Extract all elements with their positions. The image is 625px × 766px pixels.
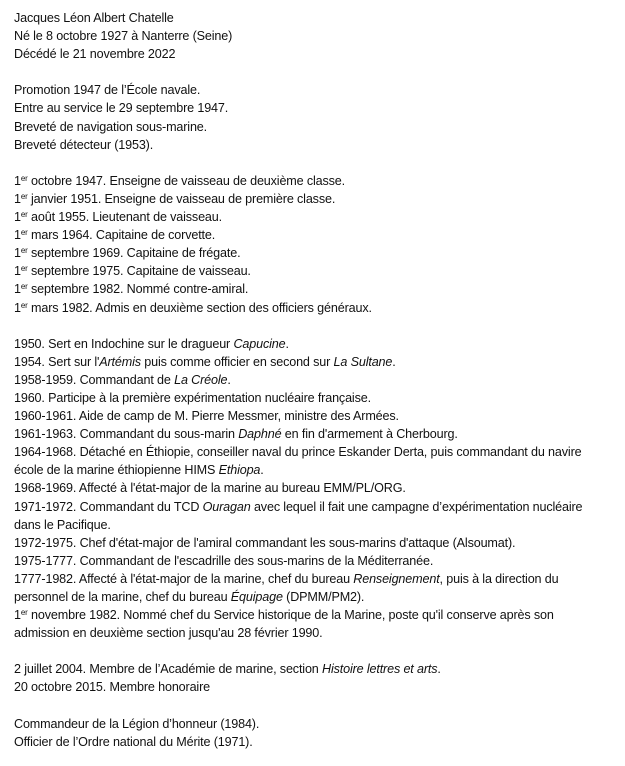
rank-line: 1er mars 1982. Admis en deuxième section des officiers généraux. <box>14 300 372 315</box>
training-line: Entre au service le 29 septembre 1947. <box>14 101 229 116</box>
career-line: 1971-1972. Commandant du TCD Ouragan avec lequel il fait une campagne d’expérimentation nucléaire dans le Pacifique. <box>14 499 583 532</box>
career-line: 1960-1961. Aide de camp de M. Pierre Messmer, ministre des Armées. <box>14 409 399 424</box>
spacer <box>14 154 619 172</box>
career-line: 1950. Sert en Indochine sur le dragueur Capucine. <box>14 336 289 351</box>
spacer <box>14 697 619 715</box>
rank-line: 1er septembre 1969. Capitaine de frégate. <box>14 246 241 261</box>
person-name: Jacques Léon Albert Chatelle <box>14 11 174 25</box>
career-line: 1958-1959. Commandant de La Créole. <box>14 372 231 387</box>
career-line: 1er novembre 1982. Nommé chef du Service historique de la Marine, poste qu'il conserve après son admission en deuxième section jusqu'au 28 février 1990. <box>14 608 554 641</box>
rank-line: 1er septembre 1975. Capitaine de vaisseau. <box>14 264 251 279</box>
training-line: Breveté détecteur (1953). <box>14 137 154 152</box>
honour-line: Commandeur de la Légion d’honneur (1984). <box>14 716 260 731</box>
spacer <box>14 642 619 660</box>
honour-line: Officier de l’Ordre national du Mérite (1971). <box>14 734 253 749</box>
academy-line: 2 juillet 2004. Membre de l’Académie de marine, section Histoire lettres et arts. <box>14 662 441 677</box>
career-line: 1954. Sert sur l'Artémis puis comme officier en second sur La Sultane. <box>14 354 396 369</box>
rank-line: 1er août 1955. Lieutenant de vaisseau. <box>14 210 222 225</box>
career-line: 1961-1963. Commandant du sous-marin Daphné en fin d'armement à Cherbourg. <box>14 427 458 442</box>
career-line: 1968-1969. Affecté à l'état-major de la marine au bureau EMM/PL/ORG. <box>14 481 406 496</box>
biography-document <box>14 9 619 751</box>
death-line: Décédé le 21 novembre 2022 <box>14 47 176 62</box>
rank-line: 1er septembre 1982. Nommé contre-amiral. <box>14 282 249 297</box>
training-line: Breveté de navigation sous-marine. <box>14 119 208 134</box>
career-line: 1964-1968. Détaché en Éthiopie, conseiller naval du prince Eskander Derta, puis commandant du navire école de la marine éthiopienne HIMS Ethiopa. <box>14 445 582 478</box>
training-line: Promotion 1947 de l’École navale. <box>14 83 201 98</box>
spacer <box>14 63 619 81</box>
career-line: 1960. Participe à la première expérimentation nucléaire française. <box>14 390 371 405</box>
birth-line: Né le 8 octobre 1927 à Nanterre (Seine) <box>14 29 233 44</box>
career-line: 1975-1777. Commandant de l'escadrille des sous-marins de la Méditerranée. <box>14 553 434 568</box>
rank-line: 1er mars 1964. Capitaine de corvette. <box>14 228 216 243</box>
career-line: 1777-1982. Affecté à l'état-major de la marine, chef du bureau Renseignement, puis à la direction du personnel de la marine, chef du bureau Équipage (DPMM/PM2). <box>14 571 559 604</box>
career-line: 1972-1975. Chef d'état-major de l'amiral commandant les sous-marins d'attaque (Alsoumat). <box>14 535 516 550</box>
spacer <box>14 317 619 335</box>
rank-line: 1er janvier 1951. Enseigne de vaisseau de première classe. <box>14 191 336 206</box>
academy-line: 20 octobre 2015. Membre honoraire <box>14 680 210 695</box>
rank-line: 1er octobre 1947. Enseigne de vaisseau de deuxième classe. <box>14 173 345 188</box>
